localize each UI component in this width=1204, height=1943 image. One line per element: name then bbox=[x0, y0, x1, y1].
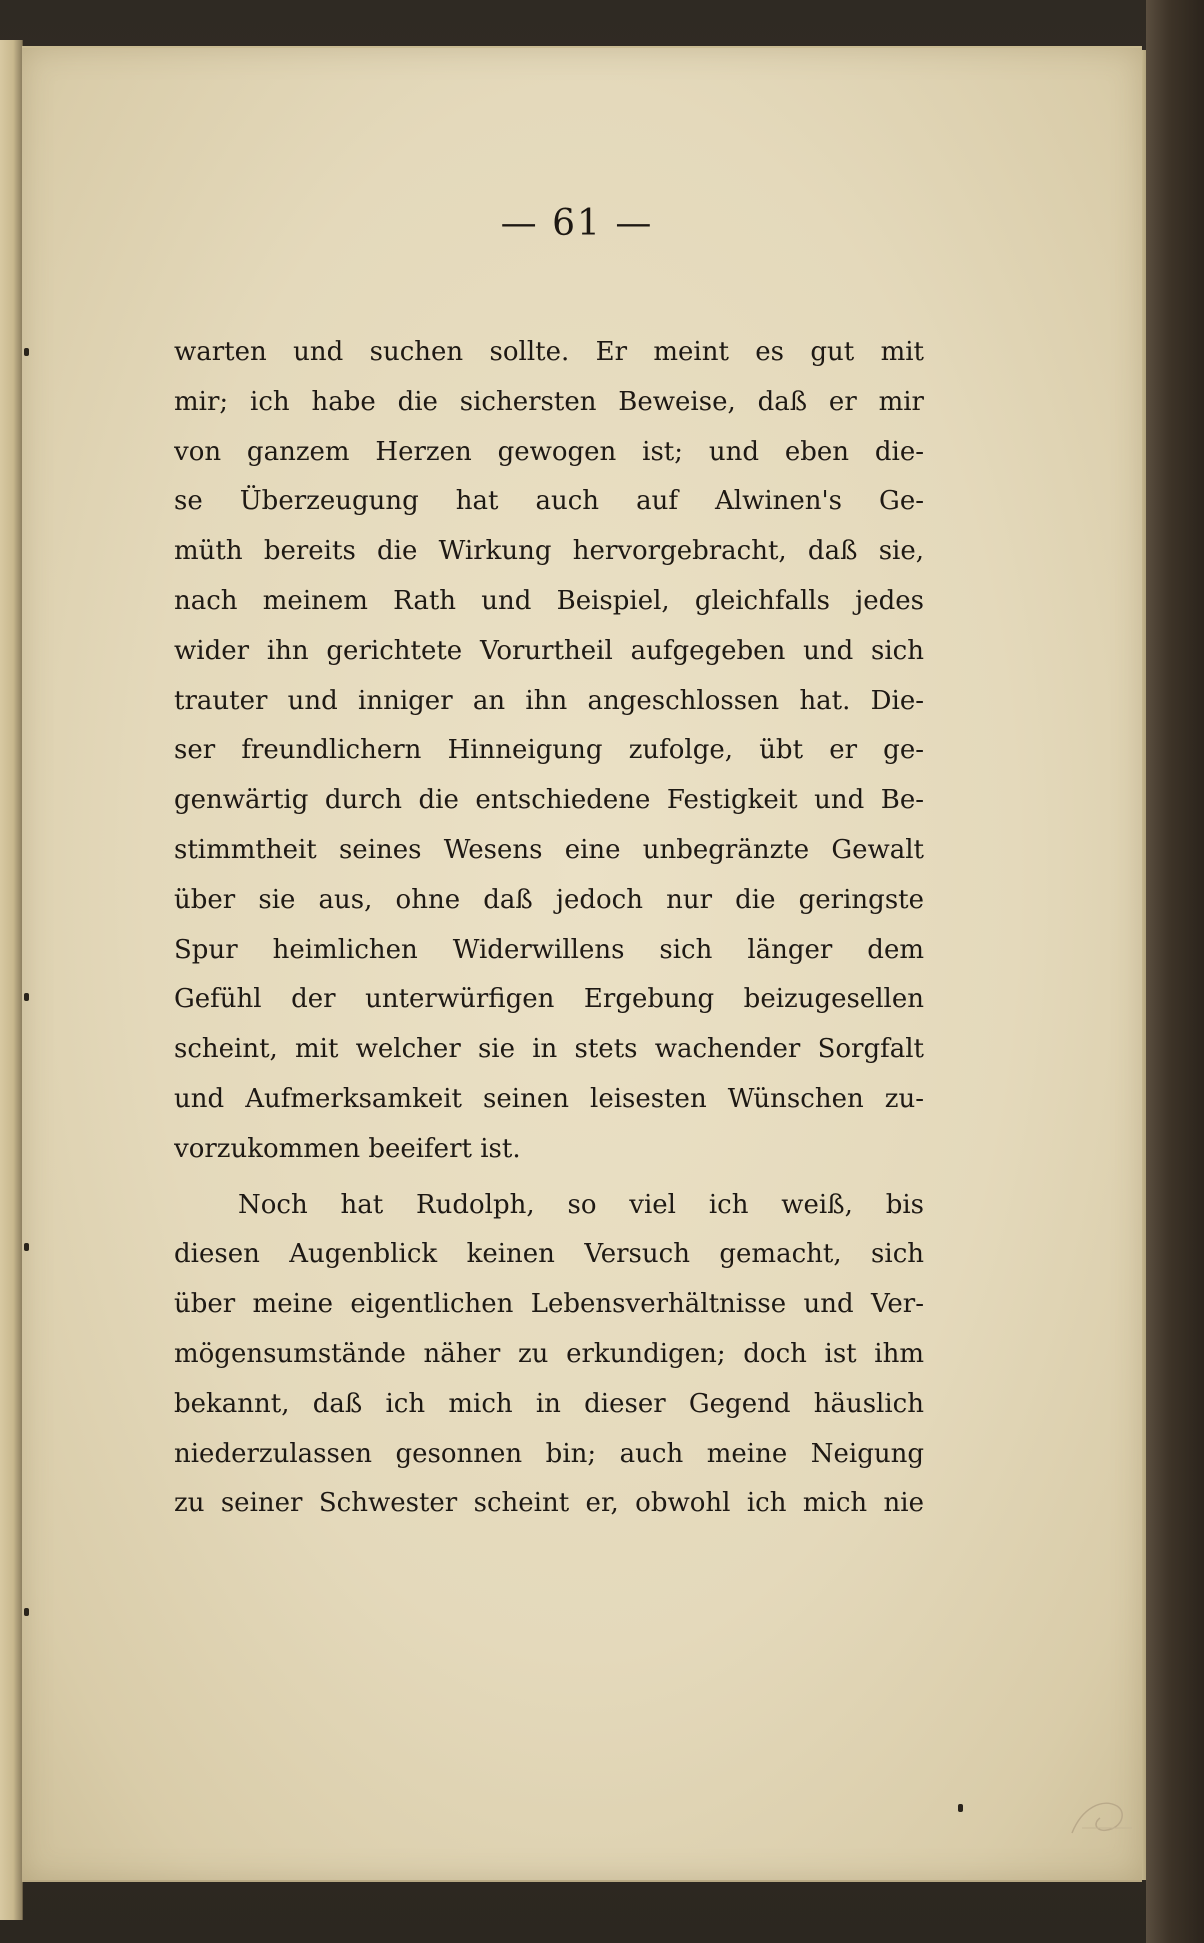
margin-mark bbox=[24, 993, 29, 1001]
text-line: genwärtig durch die entschiedene Festigkeit und Be- bbox=[174, 785, 924, 816]
text-line: scheint, mit welcher sie in stets wachender Sorgfalt bbox=[174, 1034, 924, 1065]
text-line: wider ihn gerichtete Vorurtheil aufgegeben und sich bbox=[174, 635, 924, 666]
text-line: stimmtheit seines Wesens eine unbegränzte Gewalt bbox=[174, 834, 924, 865]
text-line: mögensumstände näher zu erkundigen; doch ist ihm bbox=[174, 1338, 924, 1369]
margin-mark bbox=[24, 1608, 29, 1616]
text-line: se Überzeugung hat auch auf Alwinen's Ge- bbox=[174, 486, 924, 517]
text-line: niederzulassen gesonnen bin; auch meine Neigung bbox=[174, 1438, 924, 1469]
library-stamp-icon bbox=[1062, 1788, 1142, 1848]
text-line: mir; ich habe die sichersten Beweise, daß er mir bbox=[174, 386, 924, 417]
book-page bbox=[22, 46, 1142, 1882]
text-line: über sie aus, ohne daß jedoch nur die geringste bbox=[174, 884, 924, 915]
book-gutter bbox=[0, 40, 23, 1920]
margin-mark bbox=[24, 348, 29, 356]
text-line: trauter und inniger an ihn angeschlossen hat. Die- bbox=[174, 685, 924, 716]
paragraph-2 bbox=[174, 1181, 924, 1530]
text-line: bekannt, daß ich mich in dieser Gegend häuslich bbox=[174, 1388, 924, 1419]
text-line: Noch hat Rudolph, so viel ich weiß, bis bbox=[238, 1189, 924, 1220]
margin-mark bbox=[958, 1804, 963, 1812]
text-line: über meine eigentlichen Lebensverhältnisse und Ver- bbox=[174, 1289, 924, 1320]
text-line: zu seiner Schwester scheint er, obwohl ich mich nie bbox=[174, 1488, 924, 1519]
text-line: und Aufmerksamkeit seinen leisesten Wünschen zu- bbox=[174, 1083, 924, 1114]
paragraph-1 bbox=[174, 328, 924, 1175]
text-line: Gefühl der unterwürfigen Ergebung beizugesellen bbox=[174, 984, 924, 1015]
page-number: — 61 — bbox=[500, 203, 654, 244]
text-line: warten und suchen sollte. Er meint es gut mit bbox=[174, 337, 924, 367]
text-line: müth bereits die Wirkung hervorgebracht, daß sie, bbox=[174, 536, 924, 567]
text-line: diesen Augenblick keinen Versuch gemacht, sich bbox=[174, 1239, 924, 1270]
text-line: ser freundlichern Hinneigung zufolge, übt er ge- bbox=[174, 735, 924, 766]
margin-mark bbox=[24, 1243, 29, 1251]
text-line: vorzukommen beeifert ist. bbox=[174, 1133, 521, 1164]
page-body-text bbox=[174, 328, 924, 1529]
text-line: Spur heimlichen Widerwillens sich länger dem bbox=[174, 934, 924, 965]
book-cover-edge bbox=[1146, 0, 1204, 1943]
text-line: von ganzem Herzen gewogen ist; und eben die- bbox=[174, 436, 924, 467]
text-line: nach meinem Rath und Beispiel, gleichfalls jedes bbox=[174, 585, 924, 616]
